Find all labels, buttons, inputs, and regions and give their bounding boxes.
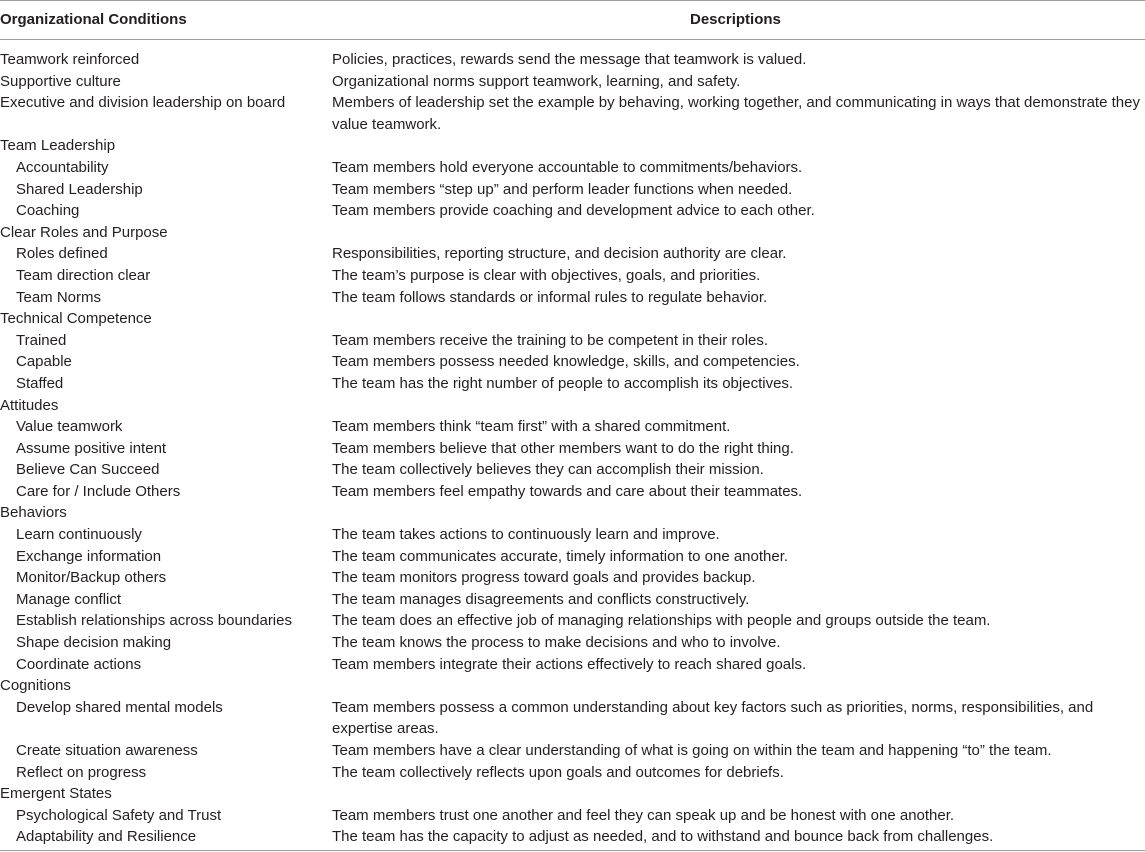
table-row: [0, 200, 1145, 222]
table-row: [0, 632, 1145, 654]
section-row: [0, 395, 1145, 417]
description-cell: Team members hold everyone accountable to commitments/behaviors.: [332, 158, 803, 176]
description-cell: [332, 395, 1145, 417]
section-heading: Clear Roles and Purpose: [0, 223, 168, 241]
description-cell: Team members trust one another and feel they can speak up and be honest with one another.: [332, 806, 955, 824]
section-heading: Attitudes: [0, 396, 59, 414]
table-row: [0, 265, 1145, 287]
condition-cell: Trained: [16, 331, 67, 349]
section-heading: Team Leadership: [0, 137, 116, 155]
description-cell: [332, 92, 1145, 135]
table-row: [0, 373, 1145, 395]
description-cell: The team does an effective job of managing relationships with people and groups outside the team.: [332, 612, 991, 630]
description-cell: The team follows standards or informal rules to regulate behavior.: [332, 288, 768, 306]
condition-cell: Capable: [16, 353, 72, 371]
description-cell: Team members have a clear understanding of what is going on within the team and happening “to” the team.: [332, 742, 1052, 759]
section-heading: Behaviors: [0, 504, 67, 522]
table-row: [0, 351, 1145, 373]
description-line: expertise areas.: [332, 720, 439, 738]
header-descriptions: Descriptions: [690, 11, 781, 28]
description-cell: The team’s purpose is clear with objectives, goals, and priorities.: [332, 266, 761, 284]
description-line: Members of leadership set the example by behaving, working together, and communicating in ways that demonstrate they: [332, 94, 1140, 112]
condition-cell: Psychological Safety and Trust: [16, 806, 222, 824]
table-row: [0, 654, 1145, 676]
table-body: [0, 49, 1145, 848]
description-cell: The team monitors progress toward goals and provides backup.: [332, 569, 756, 587]
description-cell: Team members feel empathy towards and care about their teammates.: [332, 482, 803, 500]
top-rule: [0, 0, 1145, 1]
condition-cell: Assume positive intent: [16, 439, 167, 457]
table-row: [0, 610, 1145, 632]
section-heading: Emergent States: [0, 785, 112, 803]
table-row: [0, 762, 1145, 784]
table-row: [0, 567, 1145, 589]
description-cell: [332, 222, 1145, 244]
table-row: [0, 179, 1145, 201]
section-row: [0, 135, 1145, 157]
condition-cell: Create situation awareness: [16, 742, 198, 759]
condition-cell: Teamwork reinforced: [0, 51, 140, 68]
section-row: [0, 222, 1145, 244]
condition-cell: Develop shared mental models: [16, 698, 223, 716]
table-row: [0, 805, 1145, 827]
condition-cell: Roles defined: [16, 245, 108, 263]
condition-cell: Care for / Include Others: [16, 482, 181, 500]
section-heading: Technical Competence: [0, 310, 152, 328]
description-cell: Organizational norms support teamwork, learning, and safety.: [332, 72, 741, 90]
description-cell: Responsibilities, reporting structure, and decision authority are clear.: [332, 245, 787, 263]
section-heading: Cognitions: [0, 677, 71, 695]
table-row: [0, 524, 1145, 546]
condition-cell: Value teamwork: [16, 418, 123, 436]
description-cell: Policies, practices, rewards send the message that teamwork is valued.: [332, 51, 807, 68]
condition-cell: Exchange information: [16, 547, 162, 565]
condition-cell: Executive and division leadership on board: [0, 94, 286, 112]
condition-cell: Accountability: [16, 158, 109, 176]
section-row: [0, 308, 1145, 330]
description-cell: Team members receive the training to be competent in their roles.: [332, 331, 769, 349]
bottom-rule: [0, 850, 1145, 851]
section-row: [0, 783, 1145, 805]
description-cell: The team manages disagreements and conflicts constructively.: [332, 590, 750, 608]
condition-cell: Shared Leadership: [16, 180, 143, 198]
table-row: [0, 589, 1145, 611]
condition-cell: Manage conflict: [16, 590, 122, 608]
section-row: [0, 675, 1145, 697]
table-row: [0, 740, 1145, 762]
table-row: [0, 438, 1145, 460]
header-conditions: Organizational Conditions: [0, 11, 187, 28]
condition-cell: Reflect on progress: [16, 763, 147, 781]
section-row: [0, 502, 1145, 524]
description-line: Team members possess a common understanding about key factors such as priorities, norms, responsibilities, and: [332, 698, 1094, 716]
description-cell: [332, 675, 1145, 697]
condition-cell: Team direction clear: [16, 266, 151, 284]
description-cell: Team members integrate their actions effectively to reach shared goals.: [332, 655, 807, 673]
condition-cell: Shape decision making: [16, 634, 172, 652]
table-row: [0, 459, 1145, 481]
table-row: [0, 92, 1145, 135]
description-cell: The team communicates accurate, timely information to one another.: [332, 547, 789, 565]
description-cell: [332, 135, 1145, 157]
table-row: [0, 330, 1145, 352]
condition-cell: Coaching: [16, 202, 80, 220]
description-cell: The team collectively reflects upon goals and outcomes for debriefs.: [332, 763, 784, 781]
table-row: [0, 481, 1145, 503]
description-cell: [332, 308, 1145, 330]
description-cell: Team members think “team first” with a shared commitment.: [332, 418, 731, 436]
condition-cell: Team Norms: [16, 288, 102, 306]
table-row: [0, 287, 1145, 309]
description-cell: The team collectively believes they can accomplish their mission.: [332, 461, 764, 479]
description-cell: Team members possess needed knowledge, skills, and competencies.: [332, 353, 800, 371]
table-row: [0, 243, 1145, 265]
description-cell: The team has the right number of people to accomplish its objectives.: [332, 374, 794, 392]
header-rule: [0, 39, 1145, 40]
condition-cell: Coordinate actions: [16, 655, 142, 673]
table-row: [0, 416, 1145, 438]
description-cell: Team members provide coaching and development advice to each other.: [332, 202, 815, 220]
description-cell: Team members “step up” and perform leader functions when needed.: [332, 180, 793, 198]
table-row: [0, 49, 1145, 71]
condition-cell: Learn continuously: [16, 526, 142, 544]
condition-cell: Monitor/Backup others: [16, 569, 167, 587]
description-cell: [332, 697, 1145, 740]
table-row: [0, 157, 1145, 179]
condition-cell: Establish relationships across boundaries: [16, 612, 292, 630]
table-row: [0, 546, 1145, 568]
description-cell: The team takes actions to continuously learn and improve.: [332, 526, 720, 544]
condition-cell: Staffed: [16, 374, 64, 392]
condition-cell: Supportive culture: [0, 72, 121, 90]
description-line: value teamwork.: [332, 115, 442, 133]
description-cell: The team knows the process to make decisions and who to involve.: [332, 634, 781, 652]
table-row: [0, 697, 1145, 740]
description-cell: [332, 502, 1145, 524]
description-cell: Team members believe that other members want to do the right thing.: [332, 439, 794, 457]
table-row: [0, 826, 1145, 848]
description-cell: The team has the capacity to adjust as needed, and to withstand and bounce back from challenges.: [332, 828, 994, 846]
condition-cell: Adaptability and Resilience: [16, 828, 197, 846]
table-row: [0, 71, 1145, 93]
condition-cell: Believe Can Succeed: [16, 461, 160, 479]
description-cell: [332, 783, 1145, 805]
